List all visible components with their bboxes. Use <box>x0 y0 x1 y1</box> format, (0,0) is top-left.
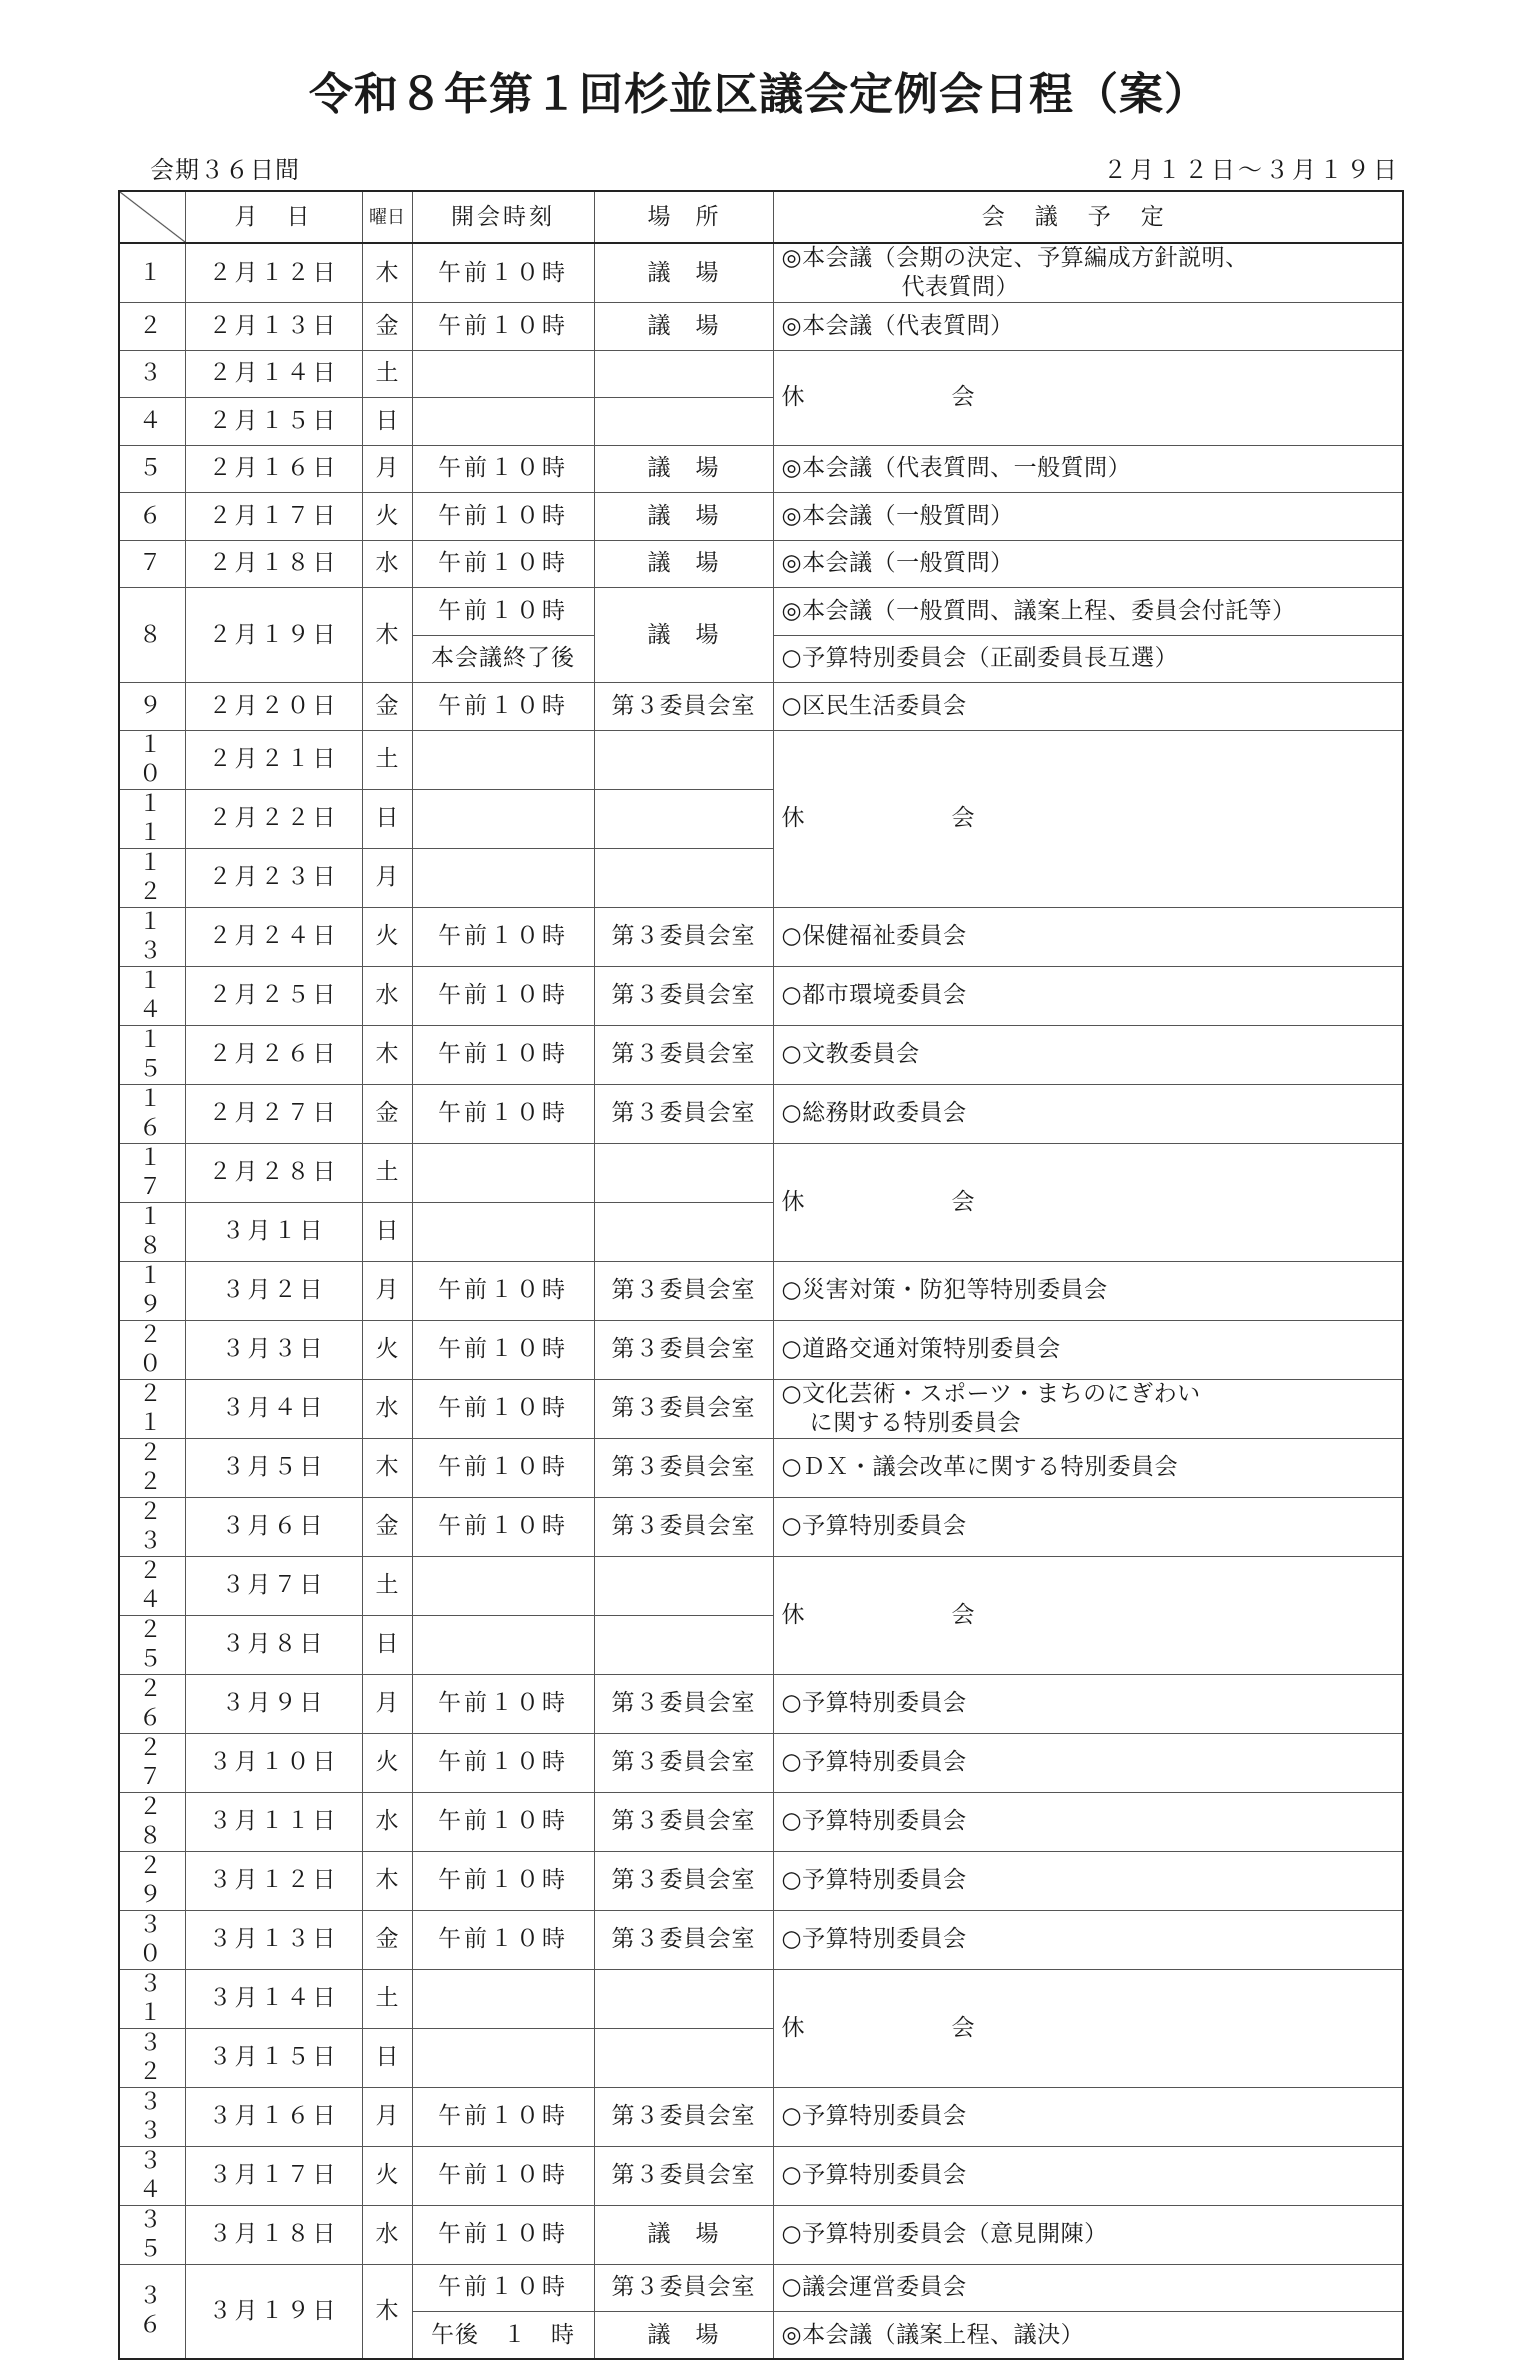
table-row <box>119 1497 1403 1556</box>
row-date: ３月５日 <box>185 1438 362 1497</box>
recess-cell <box>773 350 1403 445</box>
row-event: ○予算特別委員会 <box>773 1733 1403 1792</box>
row-place: 第３委員会室 <box>594 683 773 731</box>
row-day: 金 <box>362 303 412 351</box>
document-title: 令和８年第１回杉並区議会定例会日程（案） <box>309 69 1209 120</box>
row-time: 午前１０時 <box>412 907 594 966</box>
row-date: ３月１１日 <box>185 1792 362 1851</box>
header-corner-diagonal <box>119 191 185 243</box>
row-time: 午前１０時 <box>412 1261 594 1320</box>
row-number: ３１ <box>119 1969 185 2028</box>
row-place <box>594 350 773 398</box>
row-day: 水 <box>362 1792 412 1851</box>
row-number: １６ <box>119 1084 185 1143</box>
row-day: 木 <box>362 2264 412 2359</box>
row-time <box>412 730 594 789</box>
row-day: 月 <box>362 1261 412 1320</box>
row-date: ３月６日 <box>185 1497 362 1556</box>
row-day: 日 <box>362 1615 412 1674</box>
row-event: ○区民生活委員会 <box>773 683 1403 731</box>
table-row <box>119 907 1403 966</box>
row-date: ２月１６日 <box>185 445 362 493</box>
row-time: 午前１０時 <box>412 1674 594 1733</box>
row-number: １０ <box>119 730 185 789</box>
row-number: １９ <box>119 1261 185 1320</box>
row-event: ○予算特別委員会 <box>773 1497 1403 1556</box>
row-date: ２月２３日 <box>185 848 362 907</box>
row-event: ○予算特別委員会（意見開陳） <box>773 2205 1403 2264</box>
row-number: １５ <box>119 1025 185 1084</box>
row-day: 火 <box>362 1733 412 1792</box>
row-time: 午前１０時 <box>412 493 594 541</box>
row-event: ○予算特別委員会 <box>773 1674 1403 1733</box>
table-row <box>119 1556 1403 1615</box>
row-date: ３月１９日 <box>185 2264 362 2359</box>
row-date: ３月１７日 <box>185 2146 362 2205</box>
row-day: 月 <box>362 1674 412 1733</box>
table-row <box>119 445 1403 493</box>
row-time <box>412 350 594 398</box>
row-event: ◎本会議（一般質問、議案上程、委員会付託等） <box>773 588 1403 636</box>
row-date: ２月２４日 <box>185 907 362 966</box>
schedule-table <box>118 190 1404 2360</box>
row-place: 議 場 <box>594 243 773 303</box>
row-date: ３月１２日 <box>185 1851 362 1910</box>
row-number: １ <box>119 243 185 303</box>
row-number: １８ <box>119 1202 185 1261</box>
row-event-line2: に関する特別委員会 <box>809 1409 1021 1436</box>
row-place <box>594 398 773 446</box>
row-time <box>412 1615 594 1674</box>
row-day: 木 <box>362 1851 412 1910</box>
row-date: ３月２日 <box>185 1261 362 1320</box>
row-place: 第３委員会室 <box>594 1792 773 1851</box>
table-row <box>119 1851 1403 1910</box>
table-row <box>119 2146 1403 2205</box>
row-event: ○総務財政委員会 <box>773 1084 1403 1143</box>
row-place: 議 場 <box>594 2205 773 2264</box>
row-place: 議 場 <box>594 303 773 351</box>
row-date: ２月２２日 <box>185 789 362 848</box>
row-time: 午前１０時 <box>412 1379 594 1438</box>
row-day: 火 <box>362 907 412 966</box>
row-place: 第３委員会室 <box>594 907 773 966</box>
row-number: ２４ <box>119 1556 185 1615</box>
row-day: 水 <box>362 540 412 588</box>
row-time: 午前１０時 <box>412 1851 594 1910</box>
row-event: ○文教委員会 <box>773 1025 1403 1084</box>
row-number: ２５ <box>119 1615 185 1674</box>
recess-label-1: 休 <box>781 805 805 831</box>
row-day: 土 <box>362 350 412 398</box>
row-day: 金 <box>362 683 412 731</box>
row-date: ２月１３日 <box>185 303 362 351</box>
row-place <box>594 1143 773 1202</box>
row-number: １３ <box>119 907 185 966</box>
row-number: ３５ <box>119 2205 185 2264</box>
row-day: 金 <box>362 1084 412 1143</box>
row-place: 第３委員会室 <box>594 1320 773 1379</box>
row-event: ○予算特別委員会 <box>773 1792 1403 1851</box>
row-place: 第３委員会室 <box>594 1379 773 1438</box>
row-place <box>594 1969 773 2028</box>
table-row <box>119 588 1403 636</box>
row-time: 午前１０時 <box>412 1733 594 1792</box>
row-number: ４ <box>119 398 185 446</box>
recess-label-2: 会 <box>951 2014 975 2041</box>
row-event: ◎本会議（代表質問） <box>773 303 1403 351</box>
row-time: 本会議終了後 <box>412 635 594 683</box>
row-number: ７ <box>119 540 185 588</box>
row-event-line1: ○文化芸術・スポーツ・まちのにぎわい <box>781 1380 1201 1407</box>
row-place <box>594 730 773 789</box>
row-place: 第３委員会室 <box>594 2087 773 2146</box>
row-number: ２２ <box>119 1438 185 1497</box>
table-row <box>119 1143 1403 1202</box>
row-date: ２月１２日 <box>185 243 362 303</box>
row-time <box>412 398 594 446</box>
row-event-line1: ◎本会議（会期の決定、予算編成方針説明、 <box>781 245 1249 271</box>
recess-label-2: 会 <box>951 1601 975 1628</box>
row-number: ３６ <box>119 2264 185 2359</box>
table-row <box>119 1025 1403 1084</box>
row-time <box>412 1969 594 2028</box>
row-day: 土 <box>362 730 412 789</box>
row-date: ３月１８日 <box>185 2205 362 2264</box>
row-time: 午前１０時 <box>412 1025 594 1084</box>
row-number: ３２ <box>119 2028 185 2087</box>
row-time <box>412 2028 594 2087</box>
row-date: ２月１４日 <box>185 350 362 398</box>
row-time: 午前１０時 <box>412 683 594 731</box>
recess-label-2: 会 <box>951 1188 975 1215</box>
row-time: 午前１０時 <box>412 588 594 636</box>
row-date: ２月２６日 <box>185 1025 362 1084</box>
row-place: 議 場 <box>594 445 773 493</box>
row-number: ２７ <box>119 1733 185 1792</box>
row-date: ３月１５日 <box>185 2028 362 2087</box>
row-day: 日 <box>362 398 412 446</box>
row-number: ５ <box>119 445 185 493</box>
row-day: 火 <box>362 1320 412 1379</box>
header-place: 場 所 <box>594 191 773 243</box>
table-row <box>119 303 1403 351</box>
header-row <box>119 191 1403 243</box>
row-place: 第３委員会室 <box>594 1910 773 1969</box>
header-date: 月 日 <box>185 191 362 243</box>
row-number: ２６ <box>119 1674 185 1733</box>
row-event: ○ＤＸ・議会改革に関する特別委員会 <box>773 1438 1403 1497</box>
table-row <box>119 1733 1403 1792</box>
table-row <box>119 1261 1403 1320</box>
row-event: ○予算特別委員会 <box>773 1851 1403 1910</box>
row-number: ８ <box>119 588 185 683</box>
row-place <box>594 1615 773 1674</box>
row-number: ３４ <box>119 2146 185 2205</box>
row-event: ○予算特別委員会 <box>773 2146 1403 2205</box>
recess-cell <box>773 1143 1403 1261</box>
row-time <box>412 1556 594 1615</box>
row-date: ３月１０日 <box>185 1733 362 1792</box>
row-event: ○保健福祉委員会 <box>773 907 1403 966</box>
row-place: 第３委員会室 <box>594 1084 773 1143</box>
row-time: 午前１０時 <box>412 1497 594 1556</box>
row-time: 午後 １ 時 <box>412 2312 594 2360</box>
row-number: ３０ <box>119 1910 185 1969</box>
row-day: 火 <box>362 493 412 541</box>
row-date: ２月１８日 <box>185 540 362 588</box>
row-time <box>412 1143 594 1202</box>
row-place: 議 場 <box>594 2312 773 2360</box>
row-number: １２ <box>119 848 185 907</box>
row-day: 木 <box>362 243 412 303</box>
row-day: 日 <box>362 1202 412 1261</box>
table-row <box>119 243 1403 303</box>
row-event: ◎本会議（代表質問、一般質問） <box>773 445 1403 493</box>
row-number: ９ <box>119 683 185 731</box>
row-number: ２８ <box>119 1792 185 1851</box>
recess-cell <box>773 1556 1403 1674</box>
row-event: ○都市環境委員会 <box>773 966 1403 1025</box>
row-number: ３ <box>119 350 185 398</box>
table-row <box>119 1910 1403 1969</box>
row-number: １１ <box>119 789 185 848</box>
row-place <box>594 1556 773 1615</box>
row-day: 月 <box>362 848 412 907</box>
header-start-time: 開会時刻 <box>412 191 594 243</box>
recess-label-1: 休 <box>781 2014 805 2041</box>
row-date: ３月１６日 <box>185 2087 362 2146</box>
row-date: ３月１３日 <box>185 1910 362 1969</box>
row-number: ２０ <box>119 1320 185 1379</box>
row-place: 第３委員会室 <box>594 1497 773 1556</box>
row-time: 午前１０時 <box>412 1438 594 1497</box>
row-place <box>594 1202 773 1261</box>
row-day: 土 <box>362 1969 412 2028</box>
row-time: 午前１０時 <box>412 1792 594 1851</box>
row-time: 午前１０時 <box>412 540 594 588</box>
row-date: ３月７日 <box>185 1556 362 1615</box>
recess-label-1: 休 <box>781 1188 805 1215</box>
row-time: 午前１０時 <box>412 2146 594 2205</box>
row-date: ３月１４日 <box>185 1969 362 2028</box>
row-event: ○予算特別委員会 <box>773 1910 1403 1969</box>
row-date: ３月９日 <box>185 1674 362 1733</box>
row-day: 日 <box>362 2028 412 2087</box>
row-day: 火 <box>362 2146 412 2205</box>
table-row <box>119 966 1403 1025</box>
row-date: ３月３日 <box>185 1320 362 1379</box>
row-number: ３３ <box>119 2087 185 2146</box>
table-row <box>119 493 1403 541</box>
row-date: ２月２７日 <box>185 1084 362 1143</box>
row-number: ２１ <box>119 1379 185 1438</box>
recess-label-1: 休 <box>781 384 805 410</box>
row-time: 午前１０時 <box>412 303 594 351</box>
row-time <box>412 1202 594 1261</box>
row-event: ○災害対策・防犯等特別委員会 <box>773 1261 1403 1320</box>
row-event: ◎本会議（一般質問） <box>773 493 1403 541</box>
row-place: 第３委員会室 <box>594 1733 773 1792</box>
row-time: 午前１０時 <box>412 445 594 493</box>
row-event: ○予算特別委員会（正副委員長互選） <box>773 635 1403 683</box>
row-date: ２月２８日 <box>185 1143 362 1202</box>
table-row <box>119 2087 1403 2146</box>
row-time: 午前１０時 <box>412 1910 594 1969</box>
table-row <box>119 1320 1403 1379</box>
row-day: 金 <box>362 1910 412 1969</box>
row-time: 午前１０時 <box>412 1320 594 1379</box>
table-row <box>119 730 1403 789</box>
row-number: １４ <box>119 966 185 1025</box>
row-number: １７ <box>119 1143 185 1202</box>
row-time <box>412 848 594 907</box>
row-place: 第３委員会室 <box>594 1438 773 1497</box>
row-event: ◎本会議（議案上程、議決） <box>773 2312 1403 2360</box>
row-event-line2: 代表質問） <box>901 274 1019 300</box>
row-event: ○道路交通対策特別委員会 <box>773 1320 1403 1379</box>
header-day-of-week: 曜日 <box>362 191 412 243</box>
table-row <box>119 1084 1403 1143</box>
row-number: ２３ <box>119 1497 185 1556</box>
row-day: 金 <box>362 1497 412 1556</box>
row-date: ３月１日 <box>185 1202 362 1261</box>
row-place: 第３委員会室 <box>594 1674 773 1733</box>
recess-cell <box>773 730 1403 907</box>
table-row <box>119 2264 1403 2312</box>
row-day: 水 <box>362 1379 412 1438</box>
recess-label-1: 休 <box>781 1601 805 1628</box>
row-place <box>594 2028 773 2087</box>
row-time: 午前１０時 <box>412 243 594 303</box>
row-date: ２月２５日 <box>185 966 362 1025</box>
table-row <box>119 540 1403 588</box>
row-date: ２月１７日 <box>185 493 362 541</box>
row-event: ◎本会議（一般質問） <box>773 540 1403 588</box>
row-day: 木 <box>362 588 412 683</box>
row-time <box>412 789 594 848</box>
row-place: 第３委員会室 <box>594 1025 773 1084</box>
row-day: 月 <box>362 2087 412 2146</box>
row-date: ３月４日 <box>185 1379 362 1438</box>
table-row <box>119 1674 1403 1733</box>
row-date: ２月２１日 <box>185 730 362 789</box>
row-time: 午前１０時 <box>412 966 594 1025</box>
table-row <box>119 350 1403 398</box>
row-number: ２ <box>119 303 185 351</box>
row-time: 午前１０時 <box>412 2087 594 2146</box>
row-place: 第３委員会室 <box>594 2264 773 2312</box>
row-place <box>594 848 773 907</box>
row-day: 日 <box>362 789 412 848</box>
row-day: 土 <box>362 1556 412 1615</box>
row-time: 午前１０時 <box>412 2264 594 2312</box>
row-day: 月 <box>362 445 412 493</box>
table-row <box>119 1438 1403 1497</box>
row-number: ２９ <box>119 1851 185 1910</box>
session-length: 会期３６日間 <box>150 156 300 184</box>
row-date: ２月１９日 <box>185 588 362 683</box>
row-place: 第３委員会室 <box>594 2146 773 2205</box>
row-place: 第３委員会室 <box>594 1261 773 1320</box>
row-place: 議 場 <box>594 540 773 588</box>
recess-label-2: 会 <box>951 384 975 410</box>
row-place <box>594 789 773 848</box>
table-row <box>119 1969 1403 2028</box>
row-place: 第３委員会室 <box>594 1851 773 1910</box>
row-day: 水 <box>362 966 412 1025</box>
row-time: 午前１０時 <box>412 2205 594 2264</box>
recess-label-2: 会 <box>951 805 975 831</box>
row-place: 議 場 <box>594 588 773 683</box>
table-row <box>119 1792 1403 1851</box>
row-event <box>773 243 1403 303</box>
row-date: ２月１５日 <box>185 398 362 446</box>
row-place: 議 場 <box>594 493 773 541</box>
table-row <box>119 2205 1403 2264</box>
row-date: ３月８日 <box>185 1615 362 1674</box>
row-event: ○予算特別委員会 <box>773 2087 1403 2146</box>
row-place: 第３委員会室 <box>594 966 773 1025</box>
row-number: ６ <box>119 493 185 541</box>
row-date: ２月２０日 <box>185 683 362 731</box>
row-day: 木 <box>362 1438 412 1497</box>
header-meeting-plan: 会議予定 <box>773 191 1403 243</box>
row-time: 午前１０時 <box>412 1084 594 1143</box>
session-date-range: ２月１２日～３月１９日 <box>1103 156 1400 184</box>
row-event: ○議会運営委員会 <box>773 2264 1403 2312</box>
row-day: 土 <box>362 1143 412 1202</box>
row-day: 木 <box>362 1025 412 1084</box>
row-day: 水 <box>362 2205 412 2264</box>
table-row <box>119 1379 1403 1438</box>
table-row <box>119 683 1403 731</box>
recess-cell <box>773 1969 1403 2087</box>
row-event <box>773 1379 1403 1438</box>
